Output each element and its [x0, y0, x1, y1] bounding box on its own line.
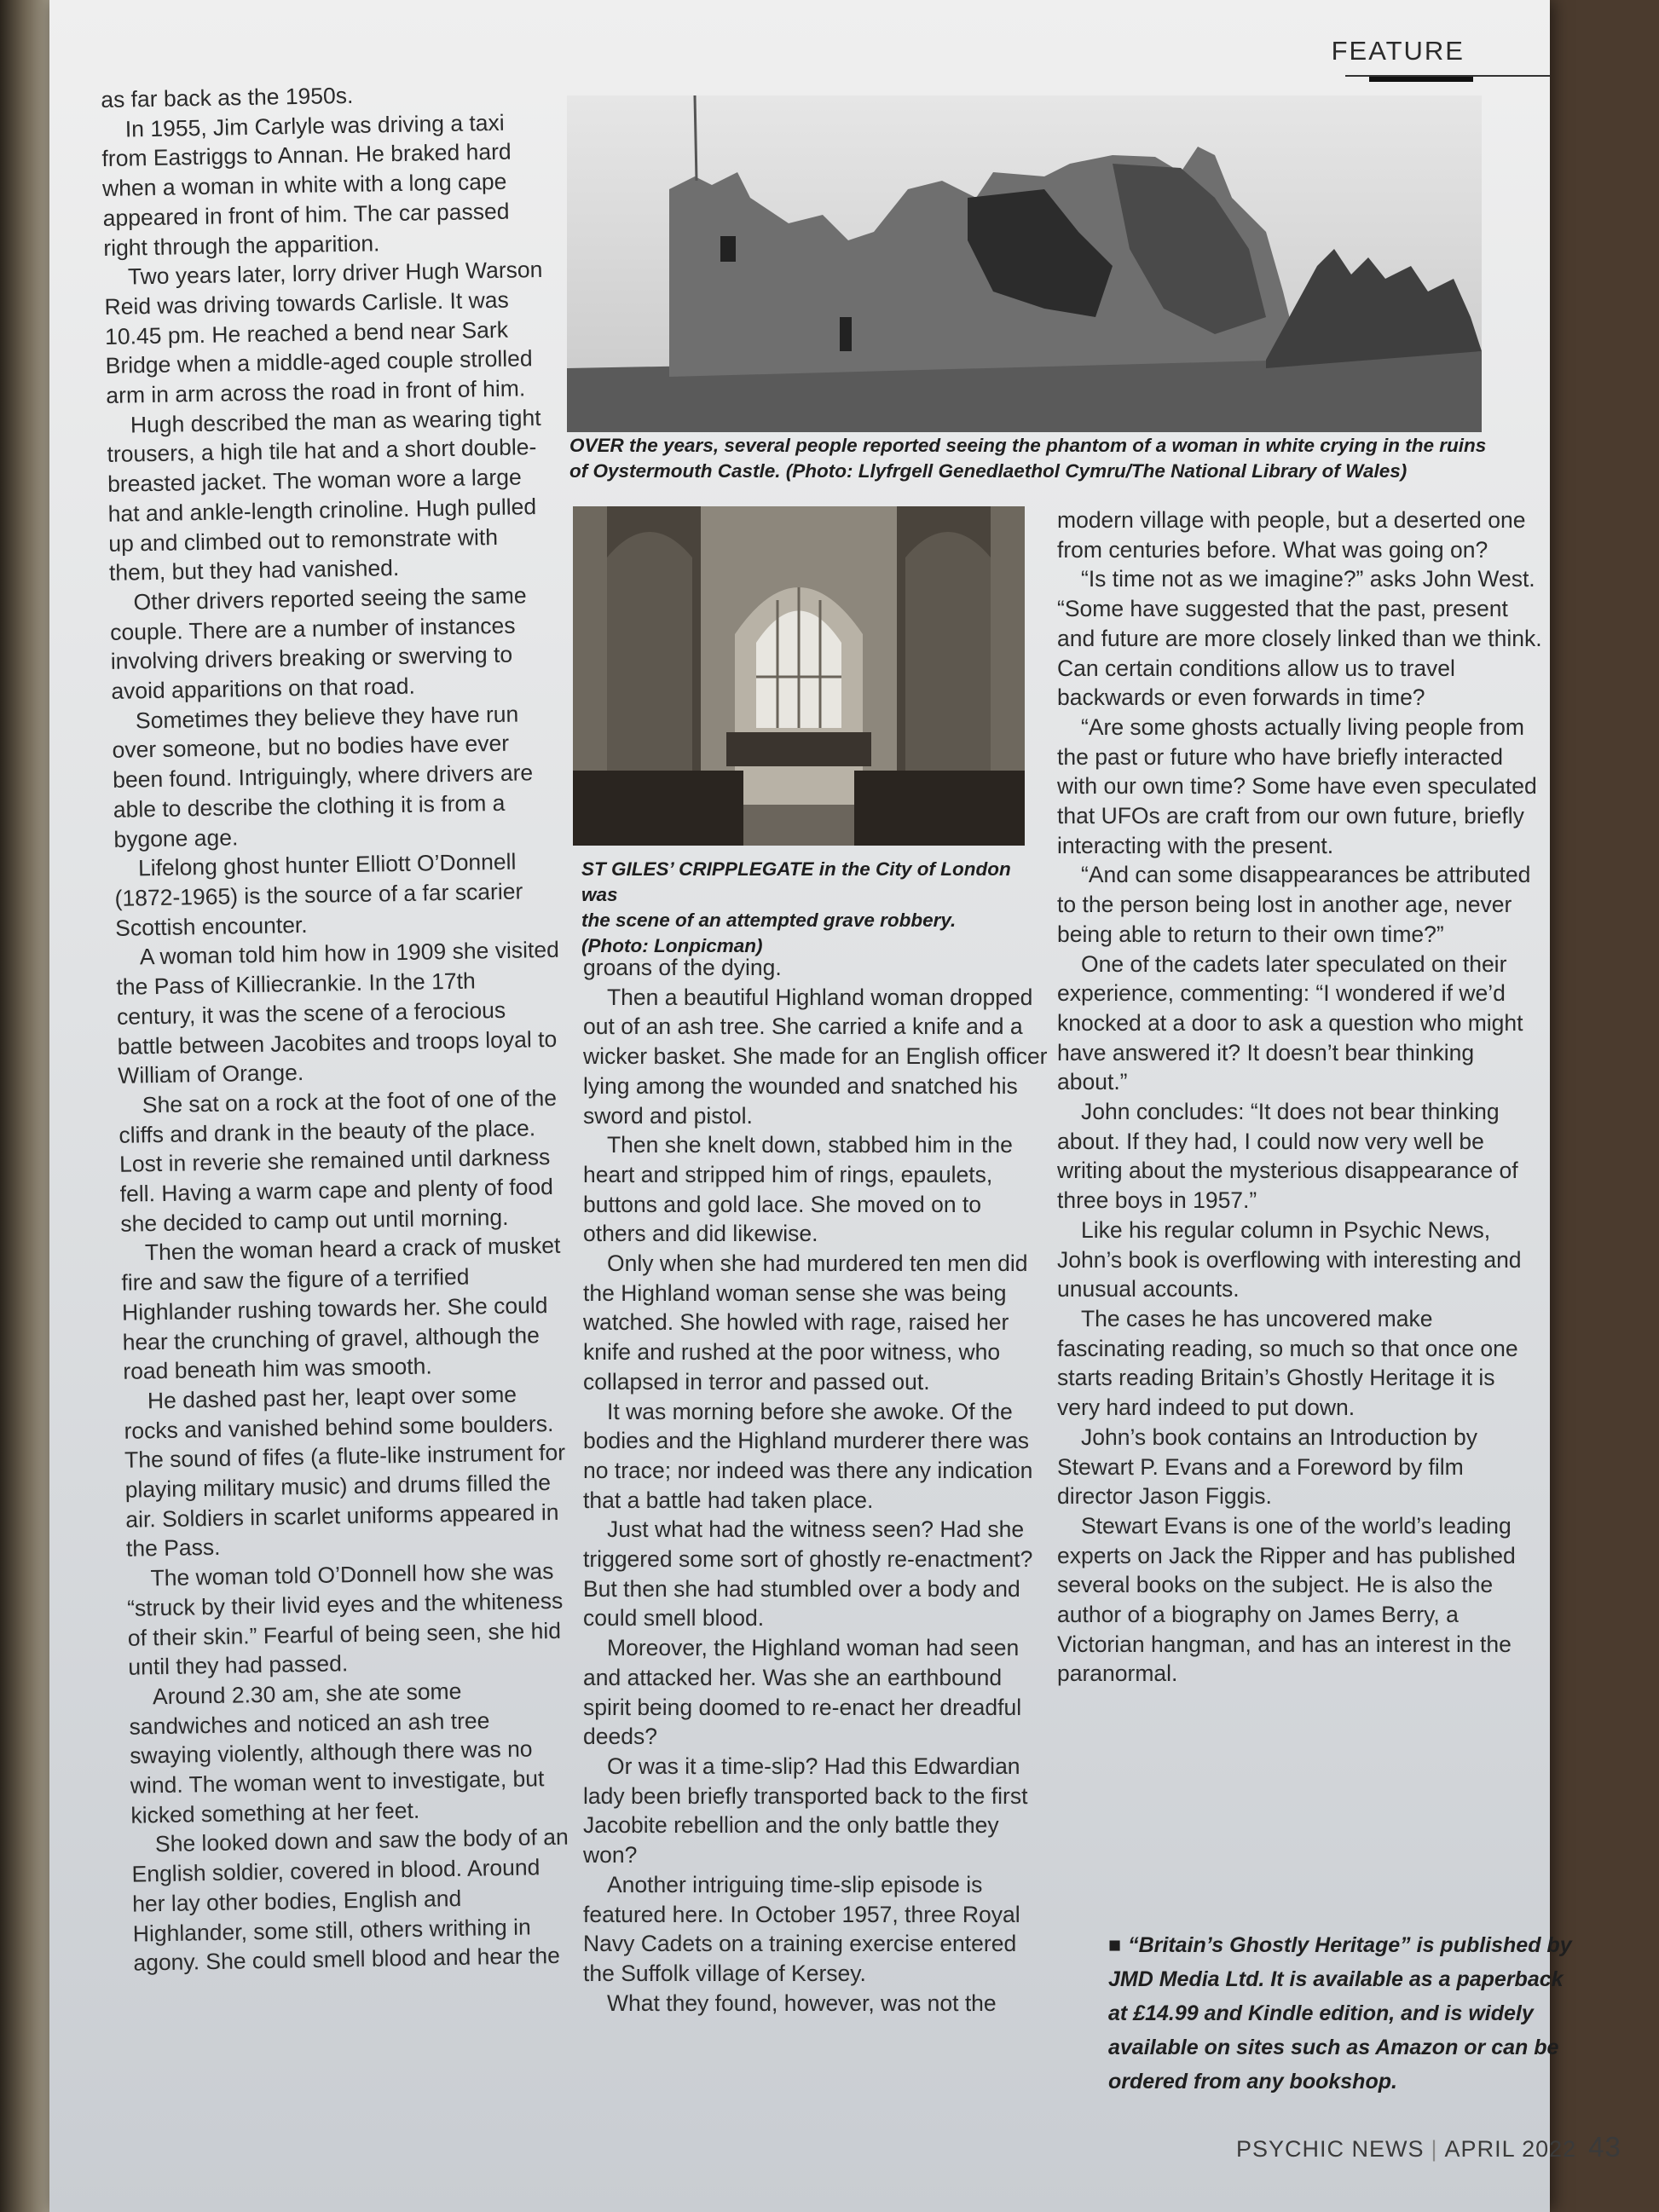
paragraph: Or was it a time-slip? Had this Edwardian lady been briefly transported back to the first Jacobite rebellion and the only battle they won? — [583, 1753, 1028, 1868]
square-bullet-icon: ■ — [1108, 1933, 1122, 1957]
paragraph: It was morning before she awoke. Of the bodies and the Highland murderer there was no trace; nor indeed was there any indication that a battle had taken place. — [583, 1398, 1033, 1513]
paragraph: The cases he has uncovered make fascinating reading, so much so that once one starts reading Britain’s Ghostly Heritage it is very hard indeed to put down. — [1057, 1305, 1518, 1421]
paragraph: Lifelong ghost hunter Elliott O’Donnell (1872-1965) is the source of a far scarier Scottish encounter. — [114, 848, 523, 941]
paragraph: She looked down and saw the body of an English soldier, covered in blood. Around her lay other bodies, English and Highlander, some still, others writhing in agony. She could smell blood and hear the — [131, 1824, 569, 1976]
castle-photo — [567, 95, 1482, 432]
paragraph: groans of the dying. — [583, 955, 782, 980]
paragraph: The woman told O’Donnell how she was “struck by their livid eyes and the whiteness of their skin.” Fearful of being seen, she hid until they had passed. — [126, 1558, 564, 1680]
caption-line: the scene of an attempted grave robbery. — [581, 910, 957, 931]
section-label: FEATURE — [1331, 36, 1465, 66]
paragraph: A woman told him how in 1909 she visited the Pass of Killiecrankie. In the 17th century, it was the scene of a ferocious battle between Jacobites and troops loyal to William of Orange. — [116, 937, 560, 1089]
paragraph: Other drivers reported seeing the same couple. There are a number of instances involving drivers breaking or swerving to avoid apparitions on that road. — [109, 582, 527, 704]
paragraph: Stewart Evans is one of the world’s leading experts on Jack the Ripper and has published several books on the subject. He is also the author of a biography on James Berry, a Victorian hangman, and has an interest in the paranormal. — [1057, 1512, 1516, 1687]
section-rule-accent — [1369, 77, 1473, 82]
article-column-1 — [101, 78, 577, 1978]
caption-line: ST GILES’ CRIPPLEGATE in the City of London was — [581, 858, 1011, 905]
publication-name: PSYCHIC NEWS — [1236, 2136, 1425, 2162]
paragraph: Then the woman heard a crack of musket fire and saw the figure of a terrified Highlander rushing towards her. She could hear the crunching of gravel, although the road beneath him was smooth. — [121, 1233, 561, 1385]
church-interior-illustration — [573, 506, 1025, 846]
paragraph: Moreover, the Highland woman had seen and attacked her. Was she an earthbound spirit being doomed to re-enact her dreadful deeds? — [583, 1635, 1022, 1750]
book-info-note — [1108, 1928, 1586, 2099]
book-info-text: “Britain’s Ghostly Heritage” is published by JMD Media Ltd. It is available as a paperback at £14.99 and Kindle edition, and is widely available on sites such as Amazon or can be ordered from any bookshop. — [1108, 1933, 1572, 2094]
castle-photo-caption: OVER the years, several people reported seeing the phantom of a woman in white crying in the ruins of Oystermouth Castle. (Photo: Llyfrgell Genedlaethol Cymru/The National Library of Wales) — [569, 435, 1487, 482]
castle-ruins-illustration — [567, 95, 1482, 432]
paragraph: “And can some disappearances be attributed to the person being lost in another age, never being able to return to their own time?” — [1057, 862, 1531, 947]
paragraph: modern village with people, but a deserted one from centuries before. What was going on? — [1057, 507, 1526, 563]
paragraph: He dashed past her, leapt over some rocks and vanished behind some boulders. The sound of fifes (a flute-like instrument for playing military music) and drums filled the air. Soldiers in scarlet uniforms appeared in the Pass. — [124, 1381, 566, 1562]
church-photo-caption — [581, 857, 1042, 959]
paragraph: Just what had the witness seen? Had she triggered some sort of ghostly re-enactment? But then she had stumbled over a body and could smell blood. — [583, 1516, 1033, 1632]
paragraph: Hugh described the man as wearing tight trousers, a high tile hat and a short double-breasted jacket. The woman wore a large hat and ankle-length crinoline. Hugh pulled up and climbed out to remonstrate with them, but they had vanished. — [107, 404, 541, 586]
caption-line: (Photo: Lonpicman) — [581, 935, 763, 956]
page-number: 43 — [1588, 2131, 1621, 2163]
church-photo — [573, 506, 1025, 846]
paragraph: Another intriguing time-slip episode is featured here. In October 1957, three Royal Navy Cadets on a training exercise entered the Suffolk village of Kersey. — [583, 1871, 1020, 1986]
paragraph: John’s book contains an Introduction by Stewart P. Evans and a Foreword by film director Jason Figgis. — [1057, 1424, 1478, 1510]
paragraph: Then she knelt down, stabbed him in the heart and stripped him of rings, epaulets, buttons and gold lace. She moved on to others and did likewise. — [583, 1132, 1013, 1247]
page-footer — [1236, 2131, 1621, 2163]
paragraph: What they found, however, was not the — [607, 1990, 997, 2016]
issue-date: APRIL 2022 — [1444, 2136, 1577, 2162]
paragraph: In 1955, Jim Carlyle was driving a taxi from Eastriggs to Annan. He braked hard when a woman in white with a long cape appeared in front of him. The car passed right through the apparition. — [101, 109, 512, 261]
article-column-2 — [583, 953, 1050, 2018]
paragraph: She sat on a rock at the foot of one of the cliffs and drank in the beauty of the place. Lost in reverie she remained until darkness fell. Having a warm cape and plenty of food she decided to camp out until morning. — [118, 1084, 558, 1237]
paragraph: John concludes: “It does not bear thinking about. If they had, I could now very well be writing about the mysterious disappearance of three boys in 1957.” — [1057, 1099, 1518, 1214]
paragraph: Sometimes they believe they have run over someone, but no bodies have ever been found. Intriguingly, where drivers are able to describe the clothing it is from a bygone age. — [112, 701, 534, 852]
paragraph: as far back as the 1950s. — [101, 82, 354, 113]
paragraph: “Are some ghosts actually living people from the past or future who have briefly interacted with our own time? Some have even speculated that UFOs are craft from our own future, briefly interacting with the present. — [1057, 713, 1537, 858]
footer-separator: | — [1431, 2136, 1438, 2162]
article-column-3 — [1057, 505, 1543, 1689]
paragraph: Like his regular column in Psychic News, John’s book is overflowing with interesting and unusual accounts. — [1057, 1216, 1522, 1302]
paragraph: Only when she had murdered ten men did the Highland woman sense she was being watched. She howled with rage, raised her knife and rushed at the poor witness, who collapsed in terror and passed out. — [583, 1250, 1028, 1395]
paragraph: Then a beautiful Highland woman dropped out of an ash tree. She carried a knife and a wicker basket. She made for an English officer lying among the wounded and snatched his sword and pistol. — [583, 984, 1048, 1129]
paragraph: Around 2.30 am, she ate some sandwiches and noticed an ash tree swaying violently, although there was no wind. The woman went to investigate, but kicked something at her feet. — [129, 1678, 545, 1828]
paragraph: One of the cadets later speculated on their experience, commenting: “I wondered if we’d knocked at a door to ask a question who might have answered it? It doesn’t bear thinking about.” — [1057, 950, 1523, 1095]
paragraph: Two years later, lorry driver Hugh Warson Reid was driving towards Carlisle. It was 10.45 pm. He reached a bend near Sark Bridge when a middle-aged couple strolled arm in arm across the road in front of him. — [104, 257, 543, 408]
paragraph: “Is time not as we imagine?” asks John West. “Some have suggested that the past, present and future are more closely linked than we think. Can certain conditions allow us to travel backwards or even forwards in time? — [1057, 566, 1542, 711]
